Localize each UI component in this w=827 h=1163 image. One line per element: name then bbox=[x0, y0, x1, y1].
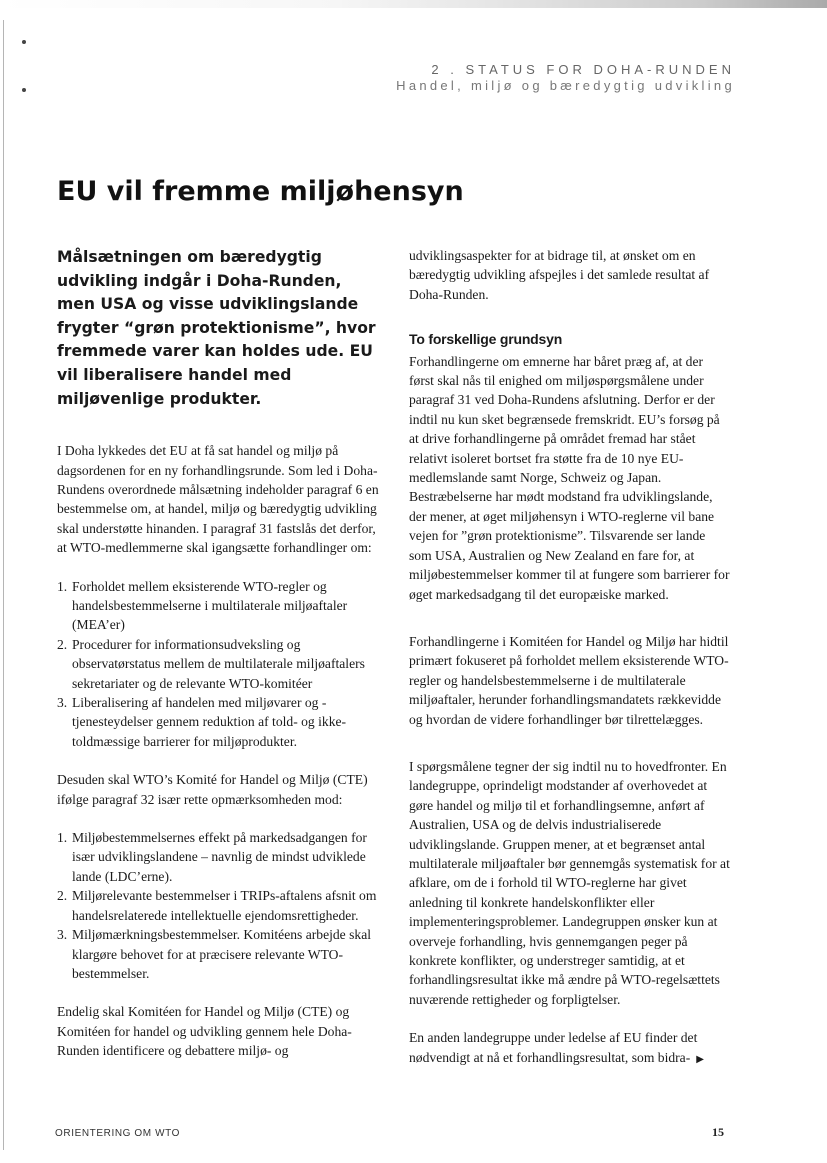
list-item bbox=[57, 635, 387, 693]
punch-hole-mark bbox=[22, 40, 26, 44]
running-header bbox=[396, 62, 735, 93]
body-paragraph: udviklingsaspekter for at bidrage til, at ønsket om en bæredygtig udvikling afspejles i det samlede resultat af Doha-Runden. bbox=[409, 248, 710, 302]
page-edge-line bbox=[3, 20, 4, 1150]
body-paragraph: Endelig skal Komitéen for Handel og Miljø (CTE) og Komitéen for handel og udvikling gennem hele Doha-Runden identificere og debattere miljø- og bbox=[57, 1004, 352, 1059]
right-column bbox=[409, 246, 731, 1069]
body-paragraph: I Doha lykkedes det EU at få sat handel og miljø på dagsordenen for en ny forhandlingsrunde. Som led i Doha-Rundens overordnede målsætning indeholder paragraf 6 en bestemmelse om, at handel, miljø og bæredygtig udvikling skal understøtte hinanden. I paragraf 31 fastslås det derfor, at WTO-medlemmerne skal igangsætte forhandlinger om: bbox=[57, 443, 379, 556]
body-paragraph: Forhandlingerne i Komitéen for Handel og Miljø har hidtil primært fokuseret på forholdet mellem eksisterende WTO-regler og handelsbestemmelserne i de multilaterale miljøaftaler, herunder forhandlingsmandatets rækkevidde og hvordan de videre forhandlinger bør tilrettelægges. bbox=[409, 633, 729, 727]
section-subheading: To forskellige grundsyn bbox=[409, 331, 563, 348]
list-item bbox=[57, 828, 387, 886]
list-item bbox=[57, 577, 387, 635]
lead-paragraph: Målsætningen om bæredygtig udvikling indgår i Doha-Runden, men USA og visse udviklingslande frygter “grøn protektionisme”, hvor fremmede varer kan holdes ude. EU vil liberalisere handel med miljøvenlige produkter. bbox=[57, 248, 376, 408]
list-item-text: Procedurer for informationsudveksling og observatørstatus mellem de multilaterale miljøaftalers sekretariater og de relevante WTO-komitéer bbox=[72, 636, 365, 691]
chapter-subtitle: Handel, miljø og bæredygtig udvikling bbox=[396, 78, 735, 93]
paragraph-text: En anden landegruppe under ledelse af EU finder det nødvendigt at nå et forhandlingsresultat, som bidra- bbox=[409, 1030, 698, 1065]
list-item-text: Forholdet mellem eksisterende WTO-regler og handelsbestemmelserne i multilaterale miljøaftaler (MEA’er) bbox=[72, 578, 348, 633]
list-item-text: Miljøbestemmelsernes effekt på markedsadgangen for især udviklingslandene – navnlig de mindst udviklede lande (LDC’erne). bbox=[72, 830, 367, 884]
page-number: 15 bbox=[712, 1125, 724, 1139]
numbered-list bbox=[57, 828, 387, 983]
article-title: EU vil fremme miljøhensyn bbox=[57, 176, 464, 207]
punch-hole-mark bbox=[22, 88, 26, 92]
list-item bbox=[57, 925, 387, 983]
body-paragraph bbox=[409, 1028, 731, 1069]
body-paragraph: Forhandlingerne om emnerne har båret præg af, at der først skal nås til enighed om miljøspørgsmålene under paragraf 31 ved Doha-Rundens afslutning. Derfor er der indtil nu kun sket begrænsede fremskridt. EU’s forsøg på at drive forhandlingerne på området fremad har stået relativt isoleret bortset fra støtte fra de 10 nye EU-medlemslande samt Norge, Schweiz og Japan. Bestræbelserne har mødt modstand fra udviklingslande, der mener, at øget miljøhensyn i WTO-reglerne vil bane vejen for ”grøn protektionisme”. Tilsvarende ser lande som USA, Australien og New Zealand en fare for, at miljøbestemmelser kommer til at fungere som barrierer for øget markedsadgang til det europæiske marked. bbox=[409, 353, 730, 602]
list-number: 1. bbox=[57, 830, 68, 846]
body-paragraph: I spørgsmålene tegner der sig indtil nu to hovedfronter. En landegruppe, oprindeligt modstander af overhovedet at gøre handel og miljø til et forhandlingsemne, anført af Australien, USA og de delvis industrialiserede udviklingslande. Gruppen mener, at et begrænset antal multilaterale miljøaftaler bør gennemgås systematisk for at afklare, om de i forhold til WTO-reglerne har givet anledning til konkrete handelskonflikter eller implementeringsproblemer. Landegruppen ønsker kun at overveje forhandling, hvis gennemgangen peger på konkrete konflikter, og understreger samtidig, at et forhandlingsresultat ikke må ændre på WTO-regelsættets nuværende rettigheder og forpligtelser. bbox=[409, 758, 730, 1007]
list-number: 2. bbox=[57, 636, 68, 652]
list-item bbox=[57, 886, 387, 925]
list-number: 1. bbox=[57, 578, 68, 594]
body-paragraph: Desuden skal WTO’s Komité for Handel og Miljø (CTE) ifølge paragraf 32 især rette opmærksomheden mod: bbox=[57, 772, 368, 807]
left-column bbox=[57, 246, 387, 1061]
list-number: 2. bbox=[57, 888, 68, 904]
continue-arrow-icon: ▶ bbox=[696, 1053, 704, 1065]
numbered-list bbox=[57, 577, 387, 752]
list-item-text: Miljørelevante bestemmelser i TRIPs-aftalens afsnit om handelsrelaterede intellektuelle ejendomsrettigheder. bbox=[72, 888, 377, 923]
scan-shadow bbox=[0, 0, 827, 8]
chapter-heading: 2 . STATUS FOR DOHA-RUNDEN bbox=[431, 62, 735, 77]
list-item-text: Miljømærkningsbestemmelser. Komitéens arbejde skal klargøre behovet for at præcisere relevante WTO-bestemmelser. bbox=[72, 927, 372, 981]
list-item bbox=[57, 693, 387, 751]
list-number: 3. bbox=[57, 695, 68, 711]
list-number: 3. bbox=[57, 927, 68, 943]
list-item-text: Liberalisering af handelen med miljøvarer og -tjenesteydelser gennem reduktion af told- og ikke-toldmæssige barrierer for miljøprodukter. bbox=[72, 695, 347, 749]
footer-publication: ORIENTERING OM WTO bbox=[55, 1128, 181, 1139]
